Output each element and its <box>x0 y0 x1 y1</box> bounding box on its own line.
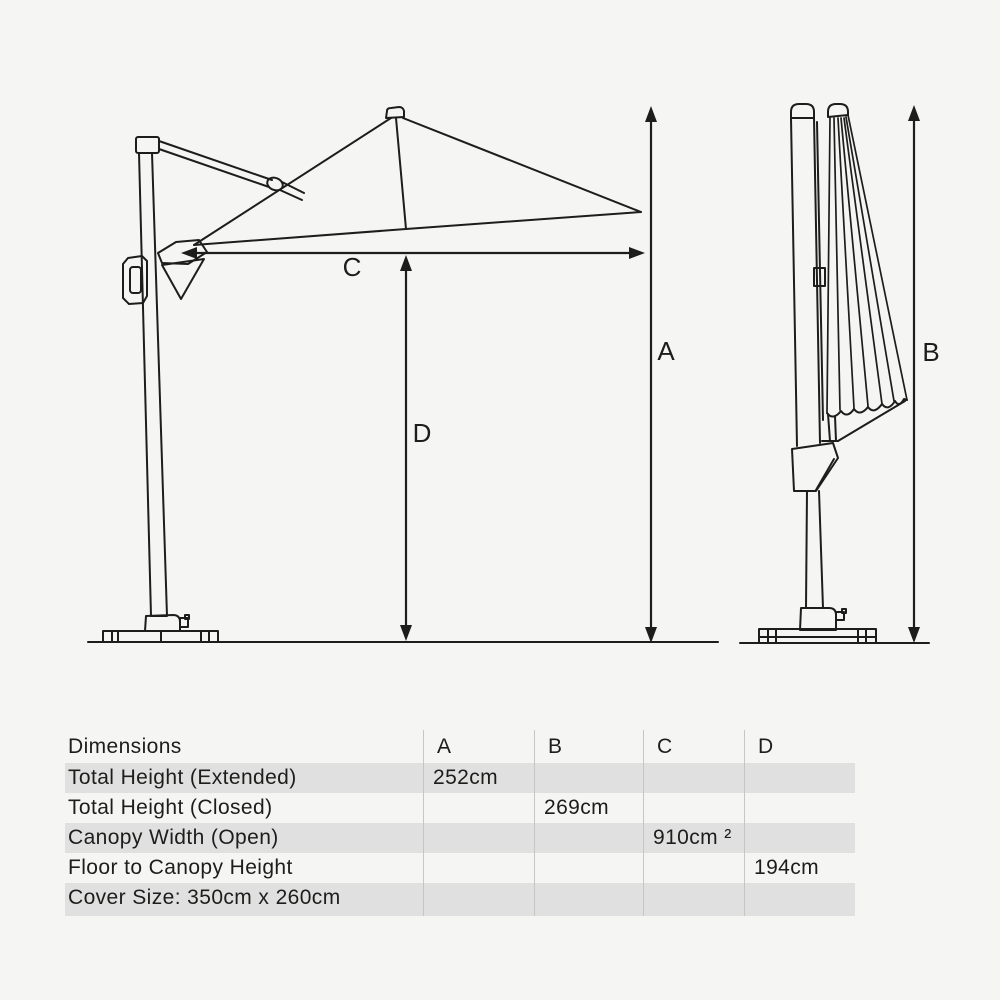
closed-pole-cap <box>791 104 814 118</box>
header-dimensions: Dimensions <box>68 735 182 758</box>
closed-lower-pole-left <box>806 491 807 608</box>
value-d <box>744 883 855 913</box>
dimension-arrow-b <box>908 105 920 643</box>
strut-bottom-edge <box>159 149 269 187</box>
open-pole <box>139 153 167 616</box>
value-b <box>534 823 643 853</box>
hub-bracket-lower <box>162 259 204 299</box>
canopy-tip-left <box>828 414 830 441</box>
value-a <box>423 883 534 913</box>
header-col-b: B <box>548 735 563 758</box>
crank-handle-inner <box>130 267 141 293</box>
header-col-a: A <box>437 735 452 758</box>
value-a <box>423 793 534 823</box>
closed-canopy-cap <box>828 104 848 117</box>
canopy-tip-right <box>835 416 836 441</box>
row-label: Total Height (Extended) <box>68 766 297 789</box>
closed-hub-bracket <box>792 443 838 491</box>
canopy-left-rib <box>194 118 391 245</box>
canopy-pleats <box>827 115 907 412</box>
header-col-d: D <box>758 735 774 758</box>
dimension-arrow-a <box>645 106 657 643</box>
table-row <box>65 883 855 913</box>
header-col-c: C <box>657 735 673 758</box>
closed-hub-fold <box>816 459 834 490</box>
open-pole-cap <box>136 137 159 153</box>
value-d: 194cm <box>754 856 820 879</box>
closed-pole-left-edge <box>791 118 797 446</box>
canopy-finial <box>386 107 404 118</box>
value-b <box>534 883 643 913</box>
dimensions-table <box>65 730 855 916</box>
dimension-arrow-c <box>181 247 645 259</box>
row-label: Total Height (Closed) <box>68 796 273 819</box>
parasol-open-diagram <box>88 107 718 642</box>
closed-foot-block <box>800 608 836 630</box>
canopy-hem-fold <box>838 401 905 441</box>
table-row <box>65 823 855 853</box>
label-dimension-d: D <box>412 418 432 448</box>
canopy-center-rib <box>396 118 406 229</box>
value-c <box>643 853 744 883</box>
value-c <box>643 763 744 793</box>
canopy-bottom-edge <box>194 212 641 245</box>
value-a: 252cm <box>433 766 499 789</box>
table-row <box>65 793 855 823</box>
strut-link-bottom <box>280 190 302 200</box>
table-row <box>65 763 855 793</box>
open-foot-block <box>145 615 180 631</box>
value-b <box>534 763 643 793</box>
value-a <box>423 853 534 883</box>
label-dimension-c: C <box>342 252 362 282</box>
label-dimension-b: B <box>922 337 940 367</box>
value-b: 269cm <box>544 796 610 819</box>
row-label: Cover Size: 350cm x 260cm <box>68 886 341 909</box>
parasol-closed-diagram <box>740 104 929 643</box>
value-d <box>744 823 855 853</box>
value-d <box>744 763 855 793</box>
row-label: Canopy Width (Open) <box>68 826 279 849</box>
value-b <box>534 853 643 883</box>
strut-top-edge <box>159 141 272 180</box>
value-d <box>744 793 855 823</box>
row-label: Floor to Canopy Height <box>68 856 293 879</box>
value-a <box>423 823 534 853</box>
table-header-row <box>65 730 855 763</box>
canopy-right-rib <box>403 118 641 212</box>
closed-lower-pole-right <box>819 491 823 608</box>
table-row <box>65 853 855 883</box>
value-c <box>643 793 744 823</box>
value-c: 910cm ² <box>653 826 732 849</box>
value-c <box>643 883 744 913</box>
label-dimension-a: A <box>657 336 675 366</box>
dimension-arrow-d <box>400 255 412 641</box>
